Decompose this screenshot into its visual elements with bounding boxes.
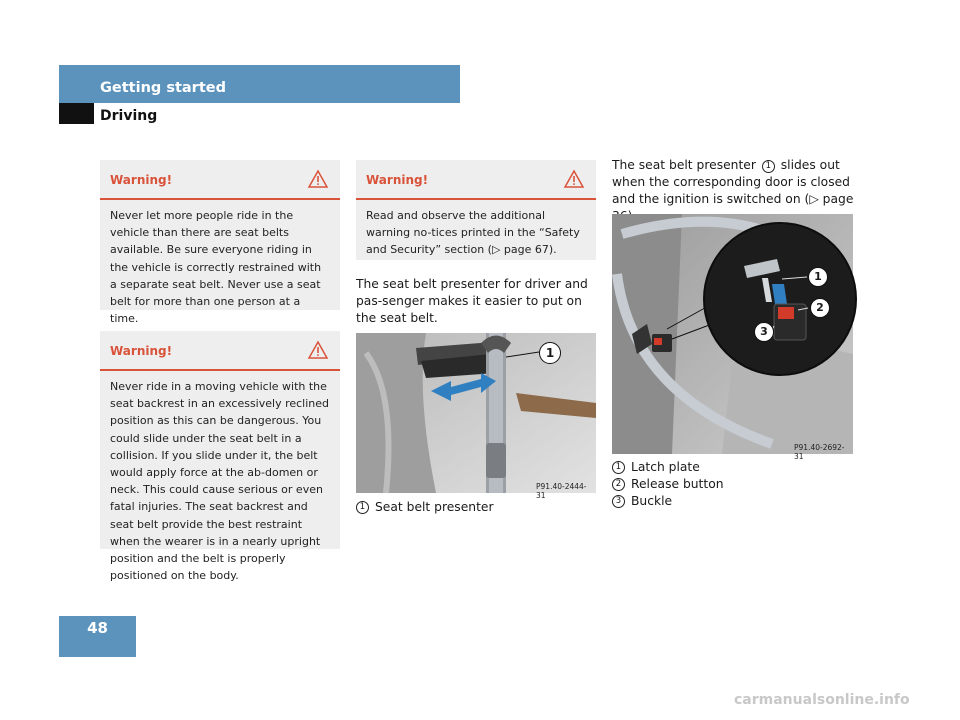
warning-label: Warning! (110, 173, 173, 187)
warning-header (356, 160, 596, 200)
paragraph-ref-number: 1 (762, 160, 775, 173)
figure-legend (612, 459, 724, 510)
warning-triangle-icon (308, 340, 328, 360)
legend-label: Latch plate (631, 460, 700, 474)
warning-text: Never ride in a moving vehicle with the seat backrest in an excessively reclined position as this can be dangerous. You could slide under the seat belt in a collision. If you slide under it, the belt would apply force at the ab-domen or neck. This could cause serious or even fatal injuries. The seat backrest and seat belt provide the best restraint when the wearer is in a nearly upright position and the belt is properly positioned on the body. (110, 380, 330, 583)
warning-header (100, 331, 340, 371)
legend-number: 1 (612, 461, 625, 474)
seat-belt-buckle-illustration (612, 214, 853, 454)
warning-box-1 (100, 160, 340, 326)
subsection-title: Driving (100, 108, 158, 124)
warning-header (100, 160, 340, 200)
warning-box-2 (100, 331, 340, 583)
warning-text: Never let more people ride in the vehicle than there are seat belts available. Be sure everyone riding in the vehicle is correctly restrained with a separate seat belt. Never use a seat belt for more than one person at a time. (110, 209, 322, 326)
seat-belt-buckle-figure (612, 214, 853, 461)
legend-label: Release button (631, 477, 724, 491)
warning-text: Read and observe the additional warning no-tices printed in the “Safety and Security” section (▷ page 67). (366, 209, 580, 257)
callout-1-marker: 1 (539, 342, 561, 364)
caption-number: 1 (356, 501, 369, 514)
presenter-intro-paragraph: The seat belt presenter for driver and pas-senger makes it easier to put on the seat belt. (356, 277, 588, 325)
warning-triangle-icon (564, 169, 584, 189)
warning-box-3 (356, 160, 596, 260)
warning-triangle-icon (308, 169, 328, 189)
page-number: 48 (87, 619, 108, 637)
legend-label: Buckle (631, 494, 673, 508)
section-title: Getting started (100, 80, 226, 96)
seat-belt-presenter-figure (356, 333, 596, 500)
callout-3-marker: 3 (754, 322, 774, 342)
watermark: carmanualsonline.info (734, 692, 910, 708)
figure-code: P91.40-2444-31 (536, 482, 587, 500)
figure-caption (356, 499, 494, 516)
figure-code: P91.40-2692-31 (794, 443, 845, 461)
legend-number: 3 (612, 495, 625, 508)
paragraph-end: slides out when the corresponding door is closed and the ignition is switched on (▷ page (612, 158, 854, 206)
section-tab-marker (59, 103, 94, 124)
caption-text: Seat belt presenter (375, 500, 494, 514)
legend-item (612, 476, 724, 493)
paragraph-start: The seat belt presenter (612, 158, 756, 172)
warning-label: Warning! (366, 173, 429, 187)
callout-1-marker: 1 (808, 267, 828, 287)
warning-label: Warning! (110, 344, 173, 358)
legend-number: 2 (612, 478, 625, 491)
legend-item (612, 459, 724, 476)
legend-item (612, 493, 724, 510)
callout-2-marker: 2 (810, 298, 830, 318)
